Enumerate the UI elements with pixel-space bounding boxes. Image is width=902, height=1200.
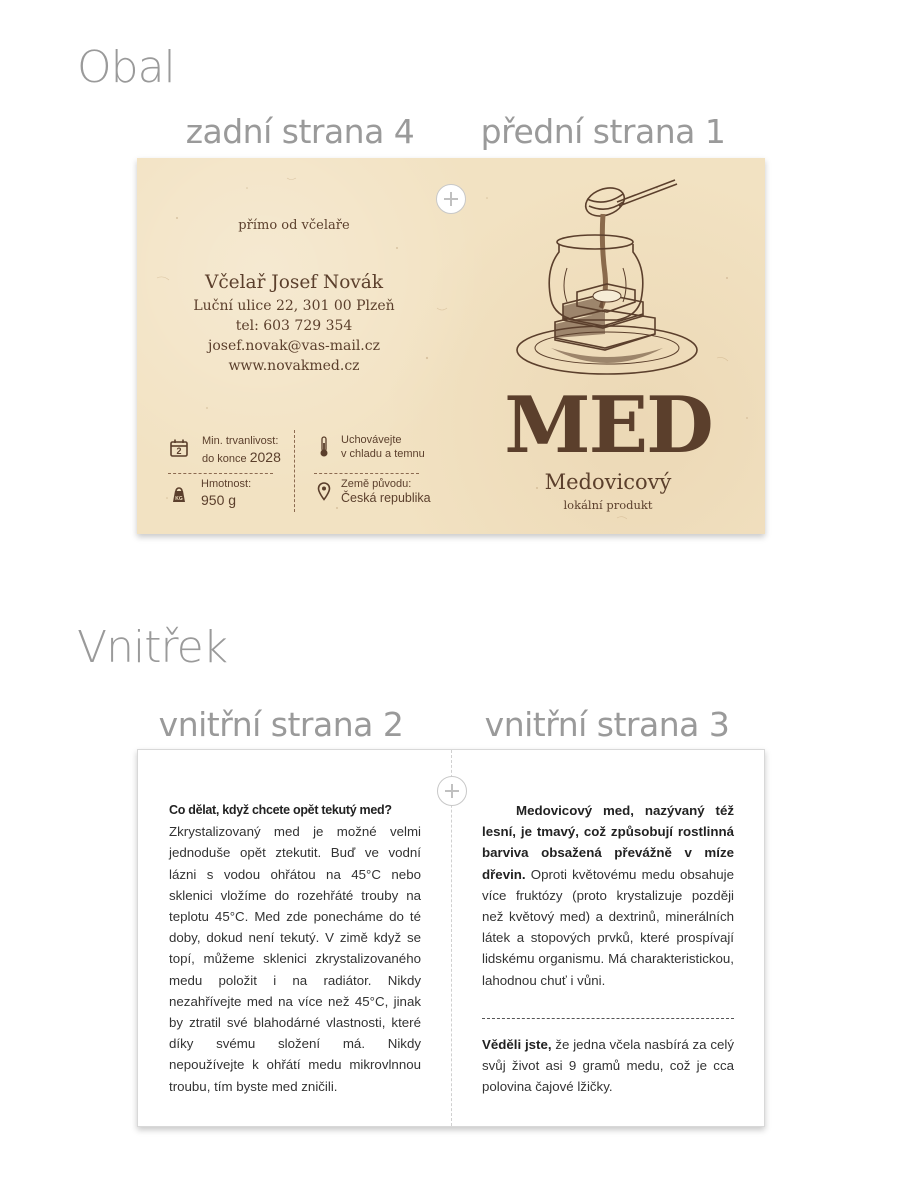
storage-line1: Uchovávejte (341, 434, 402, 446)
shelf-life-value (202, 450, 281, 467)
location-pin-icon (317, 482, 331, 502)
beekeeper-phone: tel: 603 729 354 (235, 318, 353, 334)
front-tagline: lokální produkt (563, 498, 653, 512)
right-fact-bold: Věděli jste, (482, 1037, 552, 1052)
beekeeper-address: Luční ulice 22, 301 00 Plzeň (193, 298, 395, 314)
beekeeper-web: www.novakmed.cz (228, 358, 360, 374)
right-text-column (482, 800, 734, 991)
right-intro-rest: Oproti květovému medu obsahuje více fruktózy (proto krystalizuje později než květový med) a dextrinů, minerálních látek a stopových prvků, které prospívají lidskému organismu. Má charakteristickou, lahodnou chuť i vůni. (482, 866, 734, 988)
fold-marker-icon (436, 184, 466, 214)
back-panel-label: zadní strana 4 (185, 112, 415, 151)
weight-value: 950 g (201, 492, 237, 508)
right-fact-rest: že jedna včela nasbírá za celý svůj život asi 9 gramů medu, což je cca polovina čajové lžičky. (482, 1037, 734, 1095)
right-fact (482, 1034, 734, 1098)
info-divider-left (168, 473, 273, 474)
front-title: MED (504, 380, 712, 471)
left-heading: Co dělat, když chcete opět tekutý med? (169, 803, 392, 817)
storage-line2: v chladu a temnu (341, 448, 425, 460)
inside-left-label: vnitřní strana 2 (158, 705, 404, 744)
honey-jar-illustration (515, 172, 715, 382)
calendar-number: 2 (176, 446, 182, 456)
kettlebell-text: KG (175, 496, 183, 502)
shelf-life-prefix: do konce (202, 453, 247, 465)
beekeeper-name: Včelař Josef Novák (204, 272, 384, 293)
fold-marker-icon-inside (437, 776, 467, 806)
info-divider-vertical (294, 430, 295, 512)
right-divider (482, 1018, 734, 1019)
origin-label: Země původu: (341, 478, 412, 490)
right-intro-bold: Medovicový med, nazývaný též lesní, je tmavý, což způsobují rostlinná barviva obsažená převážně v míze dřevin. (482, 803, 734, 882)
inside-section-title: Vnitřek (77, 622, 228, 673)
cover-section-title: Obal (77, 42, 175, 93)
cover-card (137, 158, 765, 534)
front-subtitle: Medovicový (544, 470, 672, 494)
inside-card (137, 749, 765, 1127)
info-divider-right (314, 473, 419, 474)
weight-label: Hmotnost: (201, 478, 252, 490)
left-body: Zkrystalizovaný med je možné velmi jednoduše opět ztekutit. Buď ve vodní lázni s vodou ohřátou na 45°C nebo sklenici vložíme do rozehřáté trouby na teplotu 45°C. Med zde ponecháme do té doby, dokud není tekutý. V zimě když se topí, můžeme sklenici zkrystalizovaného medu položit i na radiátor. Nikdy nezahřívejte med na více než 45°C, jinak by ztratil své blahodárné vlastnosti, které díky svému složení má. Nikdy nepoužívejte k ohřátí medu mikrovlnnou troubu, tím byste med zničili. (169, 824, 421, 1094)
thermometer-icon (318, 436, 330, 458)
front-panel-label: přední strana 1 (480, 112, 726, 151)
fold-line (451, 750, 452, 1126)
left-text-column (169, 800, 421, 1097)
beekeeper-email: josef.novak@vas-mail.cz (208, 338, 380, 354)
shelf-life-year: 2028 (249, 449, 281, 465)
back-tagline: přímo od včelaře (238, 218, 350, 233)
origin-value: Česká republika (341, 491, 431, 505)
right-intro (482, 800, 734, 991)
shelf-life-label: Min. trvanlivost: (202, 435, 279, 447)
inside-right-label: vnitřní strana 3 (484, 705, 730, 744)
kettlebell-icon (171, 485, 187, 503)
